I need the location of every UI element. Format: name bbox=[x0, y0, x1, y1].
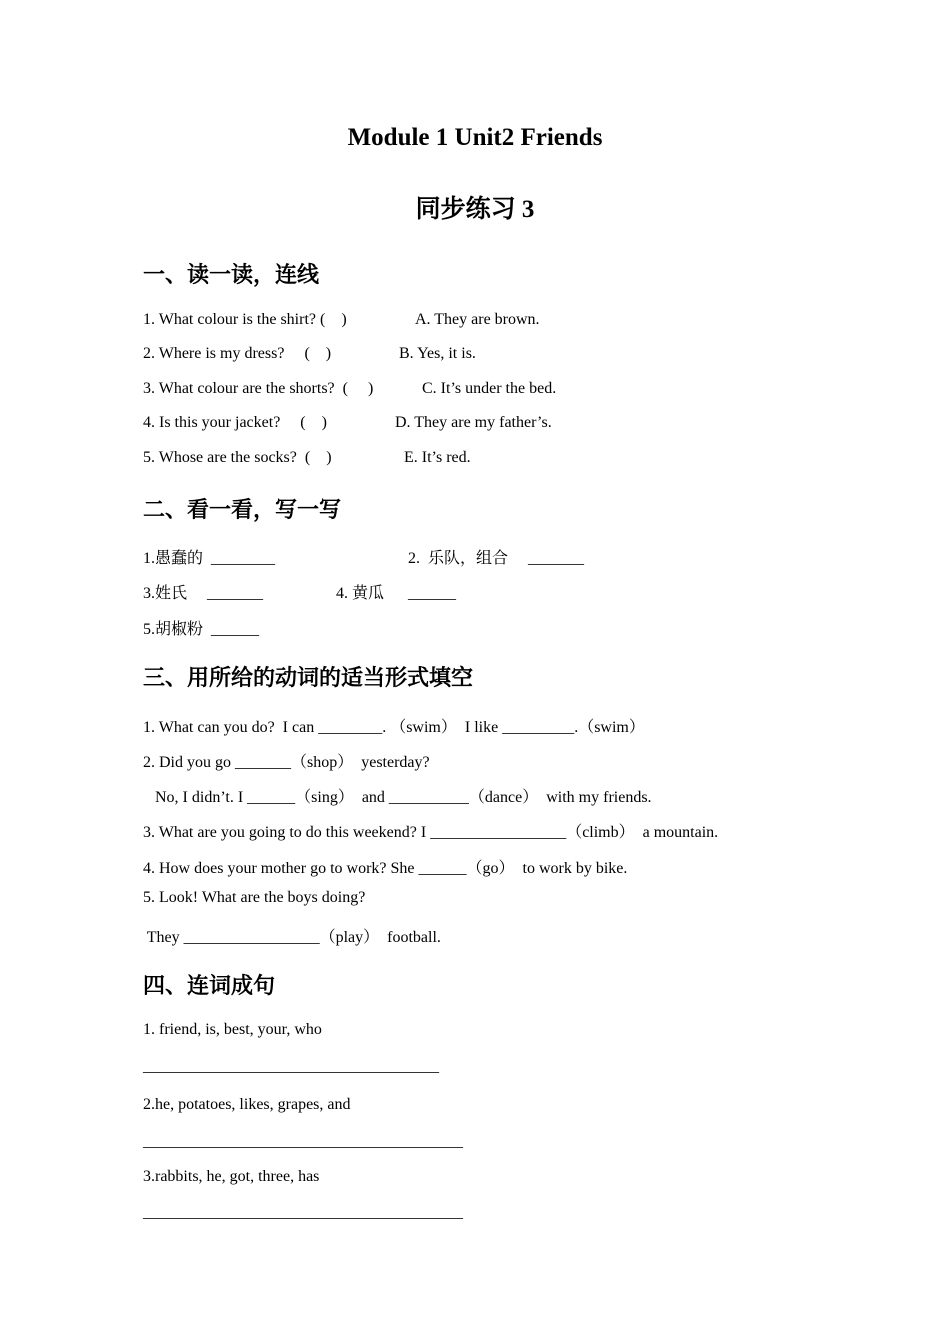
matching-answer: B. Yes, it is. bbox=[399, 345, 476, 362]
matching-question: 2. Where is my dress? ( ) bbox=[143, 345, 332, 362]
section-3-heading: 三、用所给的动词的适当形式填空 bbox=[143, 665, 474, 690]
matching-answer: E. It’s red. bbox=[404, 449, 471, 466]
answer-line: ________________________________________ bbox=[143, 1204, 463, 1221]
word-order-question: 3.rabbits, he, got, three, has bbox=[143, 1168, 320, 1185]
matching-question: 3. What colour are the shorts? ( ) bbox=[143, 380, 374, 397]
answer-line: ________________________________________ bbox=[143, 1133, 463, 1150]
word-order-question: 2.he, potatoes, likes, grapes, and bbox=[143, 1096, 351, 1113]
page-title: Module 1 Unit2 Friends bbox=[347, 124, 603, 151]
vocab-item: 5.胡椒粉 ______ bbox=[143, 621, 260, 638]
answer-line: _____________________________________ bbox=[143, 1058, 439, 1075]
fill-in-line: 3. What are you going to do this weekend? I _________________（climb） a mountain. bbox=[143, 824, 719, 841]
vocab-item: 1.愚蠢的 ________ bbox=[143, 550, 276, 567]
vocab-item: 2. 乐队，组合 _______ bbox=[408, 550, 585, 567]
matching-question: 4. Is this your jacket? ( ) bbox=[143, 414, 327, 431]
matching-answer: D. They are my father’s. bbox=[395, 414, 552, 431]
vocab-item: 3.姓氏 _______ bbox=[143, 585, 264, 602]
fill-in-line: 5. Look! What are the boys doing? bbox=[143, 889, 366, 906]
fill-in-line: 4. How does your mother go to work? She ______（go） to work by bike. bbox=[143, 860, 628, 877]
fill-in-line: They _________________（play） football. bbox=[143, 929, 441, 946]
matching-answer: A. They are brown. bbox=[415, 311, 540, 328]
fill-in-line: 2. Did you go _______（shop） yesterday? bbox=[143, 754, 430, 771]
page-subtitle: 同步练习 3 bbox=[415, 196, 535, 223]
section-2-heading: 二、看一看，写一写 bbox=[143, 497, 342, 522]
matching-question: 1. What colour is the shirt? ( ) bbox=[143, 311, 347, 328]
vocab-item: 4. 黄瓜 ______ bbox=[336, 585, 457, 602]
fill-in-line: 1. What can you do? I can ________. （swim） I like _________.（swim） bbox=[143, 719, 645, 736]
matching-question: 5. Whose are the socks? ( ) bbox=[143, 449, 332, 466]
section-1-heading: 一、读一读，连线 bbox=[143, 262, 320, 287]
matching-answer: C. It’s under the bed. bbox=[422, 380, 557, 397]
fill-in-line: No, I didn’t. I ______（sing） and __________（dance） with my friends. bbox=[143, 789, 652, 806]
word-order-question: 1. friend, is, best, your, who bbox=[143, 1021, 322, 1038]
section-4-heading: 四、连词成句 bbox=[143, 973, 276, 998]
